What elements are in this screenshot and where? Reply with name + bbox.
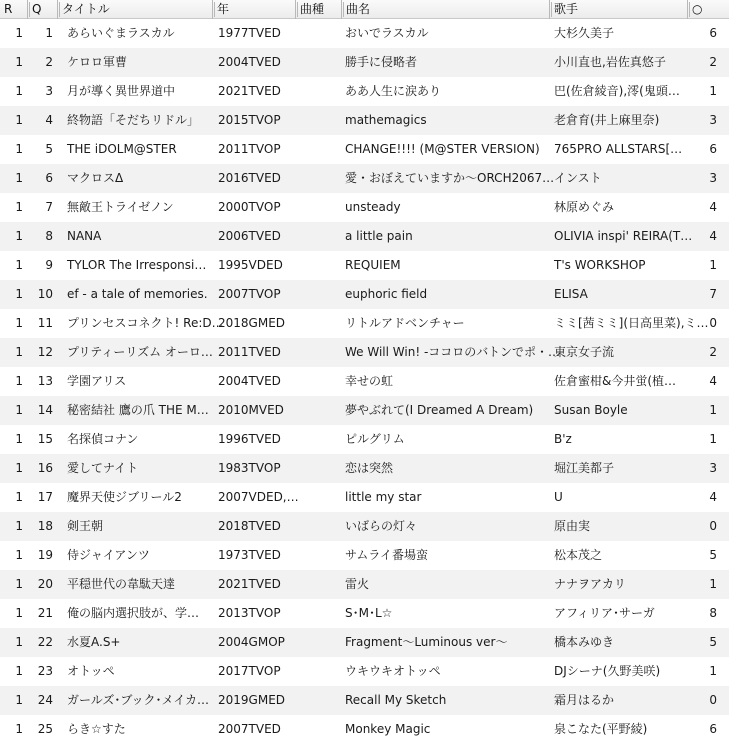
cell-genre bbox=[295, 657, 341, 686]
cell-title: NANA bbox=[67, 229, 102, 243]
cell-artist: 巴(佐倉綾音),澪(鬼頭… bbox=[554, 84, 680, 98]
cell-year: 1973TVED bbox=[218, 548, 281, 562]
cell-circle: 6 bbox=[709, 142, 717, 156]
table-row[interactable] bbox=[0, 251, 729, 280]
cell-genre bbox=[295, 599, 341, 628]
cell-year: 2007TVED bbox=[218, 722, 281, 736]
cell-year: 2021TVED bbox=[218, 577, 281, 591]
cell-q: 3 bbox=[45, 84, 53, 98]
cell-song: ピルグリム bbox=[345, 432, 405, 446]
cell-q: 15 bbox=[37, 432, 53, 446]
cell-q: 17 bbox=[37, 490, 53, 504]
cell-artist: ナナヲアカリ bbox=[554, 577, 626, 591]
cell-year: 2011TVOP bbox=[218, 142, 281, 156]
cell-year: 1996TVED bbox=[218, 432, 281, 446]
cell-year: 2010MVED bbox=[218, 403, 284, 417]
cell-title: TYLOR The Irresponsi… bbox=[67, 258, 207, 272]
cell-title: あらいぐまラスカル bbox=[67, 26, 175, 40]
column-header-q[interactable]: Q bbox=[27, 0, 57, 19]
cell-artist: 小川直也,岩佐真悠子 bbox=[554, 55, 666, 69]
cell-genre bbox=[295, 338, 341, 367]
cell-circle: 1 bbox=[709, 84, 717, 98]
cell-genre bbox=[295, 77, 341, 106]
cell-year: 2004TVED bbox=[218, 55, 281, 69]
column-header-title[interactable]: タイトル bbox=[57, 0, 212, 19]
cell-q: 21 bbox=[37, 606, 53, 620]
cell-song: REQUIEM bbox=[345, 258, 401, 272]
table-row[interactable] bbox=[0, 715, 729, 744]
cell-genre bbox=[295, 425, 341, 454]
cell-artist: 佐倉蜜柑&今井蛍(植… bbox=[554, 374, 677, 388]
table-row[interactable] bbox=[0, 367, 729, 396]
cell-year: 2018TVED bbox=[218, 519, 281, 533]
table-row[interactable] bbox=[0, 77, 729, 106]
cell-circle: 5 bbox=[709, 548, 717, 562]
cell-q: 23 bbox=[37, 664, 53, 678]
cell-r: 1 bbox=[15, 142, 23, 156]
table-row[interactable] bbox=[0, 628, 729, 657]
cell-q: 14 bbox=[37, 403, 53, 417]
cell-title: 月が導く異世界道中 bbox=[67, 84, 176, 98]
cell-artist: U bbox=[554, 490, 563, 504]
cell-title: 水夏A.S+ bbox=[67, 635, 121, 649]
table-row[interactable] bbox=[0, 570, 729, 599]
table-row[interactable] bbox=[0, 106, 729, 135]
cell-song: mathemagics bbox=[345, 113, 427, 127]
cell-genre bbox=[295, 570, 341, 599]
cell-r: 1 bbox=[15, 519, 23, 533]
column-header-row bbox=[0, 0, 729, 19]
cell-title: 俺の脳内選択肢が、学… bbox=[67, 606, 200, 620]
cell-circle: 4 bbox=[709, 200, 717, 214]
cell-title: らき☆すた bbox=[67, 722, 126, 736]
cell-year: 1983TVOP bbox=[218, 461, 281, 475]
cell-genre bbox=[295, 454, 341, 483]
cell-circle: 1 bbox=[709, 403, 717, 417]
cell-artist: 堀江美都子 bbox=[554, 461, 615, 475]
cell-r: 1 bbox=[15, 432, 23, 446]
cell-q: 24 bbox=[37, 693, 53, 707]
cell-r: 1 bbox=[15, 84, 23, 98]
cell-r: 1 bbox=[15, 200, 23, 214]
cell-year: 2021TVED bbox=[218, 84, 281, 98]
cell-artist: ミミ[茜ミミ](日高里菜),ミ… bbox=[554, 316, 709, 330]
cell-song: S･M･L☆ bbox=[345, 606, 393, 620]
cell-artist: 霜月はるか bbox=[554, 693, 615, 707]
table-row[interactable] bbox=[0, 280, 729, 309]
cell-genre bbox=[295, 309, 341, 338]
cell-q: 18 bbox=[37, 519, 53, 533]
table-body bbox=[0, 19, 729, 744]
cell-song: いばらの灯々 bbox=[345, 519, 418, 533]
cell-song: ウキウキオトッペ bbox=[345, 664, 441, 678]
cell-artist: OLIVIA inspi' REIRA(T… bbox=[554, 229, 693, 243]
cell-artist: T's WORKSHOP bbox=[554, 258, 646, 272]
cell-circle: 0 bbox=[709, 316, 717, 330]
cell-song: Monkey Magic bbox=[345, 722, 431, 736]
cell-circle: 1 bbox=[709, 432, 717, 446]
cell-genre bbox=[295, 541, 341, 570]
cell-circle: 0 bbox=[709, 519, 717, 533]
cell-r: 1 bbox=[15, 722, 23, 736]
cell-title: プリティーリズム オーロ… bbox=[67, 345, 213, 359]
cell-q: 7 bbox=[45, 200, 53, 214]
cell-song: サムライ番場蛮 bbox=[345, 548, 429, 562]
cell-circle: 0 bbox=[709, 693, 717, 707]
table-row[interactable] bbox=[0, 135, 729, 164]
cell-artist: 老倉育(井上麻里奈) bbox=[554, 113, 660, 127]
cell-q: 4 bbox=[45, 113, 53, 127]
cell-song: euphoric field bbox=[345, 287, 428, 301]
cell-year: 2011TVED bbox=[218, 345, 281, 359]
cell-genre bbox=[295, 164, 341, 193]
cell-artist: 原由実 bbox=[554, 519, 591, 533]
cell-year: 2007TVOP bbox=[218, 287, 281, 301]
cell-song: 夢やぶれて(I Dreamed A Dream) bbox=[345, 403, 534, 417]
cell-r: 1 bbox=[15, 345, 23, 359]
cell-title: ef - a tale of memories. bbox=[67, 287, 208, 301]
cell-title: 侍ジャイアンツ bbox=[67, 548, 150, 562]
table-row[interactable] bbox=[0, 425, 729, 454]
cell-r: 1 bbox=[15, 548, 23, 562]
cell-title: 終物語「そだちリドル」 bbox=[67, 113, 200, 127]
cell-circle: 3 bbox=[709, 113, 717, 127]
cell-title: プリンセスコネクト! Re:D… bbox=[67, 316, 224, 330]
cell-song: ああ人生に涙あり bbox=[345, 84, 442, 98]
cell-circle: 3 bbox=[709, 461, 717, 475]
cell-r: 1 bbox=[15, 635, 23, 649]
cell-year: 2015TVOP bbox=[218, 113, 281, 127]
cell-r: 1 bbox=[15, 55, 23, 69]
cell-song: リトルアドベンチャー bbox=[345, 316, 465, 330]
cell-r: 1 bbox=[15, 606, 23, 620]
table-row[interactable] bbox=[0, 512, 729, 541]
table-row[interactable] bbox=[0, 599, 729, 628]
table-row[interactable] bbox=[0, 454, 729, 483]
cell-r: 1 bbox=[15, 113, 23, 127]
table-row[interactable] bbox=[0, 396, 729, 425]
column-header-r[interactable]: R bbox=[4, 2, 13, 16]
cell-artist: 東京女子流 bbox=[554, 345, 615, 359]
cell-genre bbox=[295, 396, 341, 425]
cell-genre bbox=[295, 19, 341, 48]
cell-genre bbox=[295, 222, 341, 251]
cell-year: 2004GMOP bbox=[218, 635, 285, 649]
cell-circle: 6 bbox=[709, 26, 717, 40]
cell-year: 2013TVOP bbox=[218, 606, 281, 620]
cell-circle: 1 bbox=[709, 664, 717, 678]
cell-title: ケロロ軍曹 bbox=[67, 55, 128, 69]
cell-year: 1977TVED bbox=[218, 26, 281, 40]
column-header-artist[interactable]: 歌手 bbox=[549, 0, 687, 19]
cell-circle: 2 bbox=[709, 55, 717, 69]
cell-r: 1 bbox=[15, 403, 23, 417]
cell-title: 秘密結社 鷹の爪 THE M… bbox=[67, 403, 209, 417]
cell-r: 1 bbox=[15, 664, 23, 678]
cell-artist: 大杉久美子 bbox=[554, 26, 615, 40]
cell-artist: Susan Boyle bbox=[554, 403, 628, 417]
cell-artist: ELISA bbox=[554, 287, 588, 301]
cell-r: 1 bbox=[15, 374, 23, 388]
cell-artist: 泉こなた(平野綾) bbox=[554, 722, 648, 736]
cell-circle: 7 bbox=[709, 287, 717, 301]
cell-r: 1 bbox=[15, 171, 23, 185]
cell-year: 2006TVED bbox=[218, 229, 281, 243]
cell-circle: 1 bbox=[709, 258, 717, 272]
cell-circle: 2 bbox=[709, 345, 717, 359]
cell-artist: 765PRO ALLSTARS[… bbox=[554, 142, 683, 156]
cell-artist: 林原めぐみ bbox=[554, 200, 615, 214]
cell-q: 5 bbox=[45, 142, 53, 156]
cell-title: マクロスΔ bbox=[67, 171, 124, 185]
cell-r: 1 bbox=[15, 287, 23, 301]
cell-q: 22 bbox=[37, 635, 53, 649]
cell-circle: 4 bbox=[709, 490, 717, 504]
cell-r: 1 bbox=[15, 229, 23, 243]
cell-genre bbox=[295, 280, 341, 309]
cell-year: 2000TVOP bbox=[218, 200, 281, 214]
cell-year: 2004TVED bbox=[218, 374, 281, 388]
cell-artist: アフィリア･サーガ bbox=[554, 606, 655, 620]
table-row[interactable] bbox=[0, 483, 729, 512]
cell-artist: 松本茂之 bbox=[554, 548, 603, 562]
cell-song: CHANGE!!!! (M@STER VERSION) bbox=[345, 142, 540, 156]
cell-q: 19 bbox=[37, 548, 53, 562]
cell-artist: インスト bbox=[554, 171, 602, 185]
cell-song: little my star bbox=[345, 490, 422, 504]
cell-song: We Will Win! -ココロのバトンでポ・… bbox=[345, 345, 561, 359]
cell-genre bbox=[295, 367, 341, 396]
cell-q: 10 bbox=[37, 287, 53, 301]
table-row[interactable] bbox=[0, 686, 729, 715]
cell-genre bbox=[295, 686, 341, 715]
cell-genre bbox=[295, 106, 341, 135]
cell-title: オトッペ bbox=[67, 664, 115, 678]
cell-q: 12 bbox=[37, 345, 53, 359]
cell-year: 2007VDED,… bbox=[218, 490, 299, 504]
cell-q: 6 bbox=[45, 171, 53, 185]
table-row[interactable] bbox=[0, 222, 729, 251]
cell-circle: 5 bbox=[709, 635, 717, 649]
cell-genre bbox=[295, 483, 341, 512]
cell-r: 1 bbox=[15, 577, 23, 591]
column-header-circle[interactable]: ○ bbox=[687, 0, 729, 19]
cell-song: Recall My Sketch bbox=[345, 693, 447, 707]
cell-q: 25 bbox=[37, 722, 53, 736]
cell-year: 2018GMED bbox=[218, 316, 286, 330]
cell-year: 2019GMED bbox=[218, 693, 286, 707]
cell-q: 16 bbox=[37, 461, 53, 475]
cell-genre bbox=[295, 135, 341, 164]
cell-r: 1 bbox=[15, 26, 23, 40]
column-header-genre[interactable]: 曲種 bbox=[295, 0, 341, 19]
cell-genre bbox=[295, 628, 341, 657]
cell-q: 13 bbox=[37, 374, 53, 388]
cell-title: THE iDOLM@STER bbox=[67, 142, 177, 156]
table-row[interactable] bbox=[0, 193, 729, 222]
table-row[interactable] bbox=[0, 309, 729, 338]
table-row[interactable] bbox=[0, 657, 729, 686]
cell-circle: 8 bbox=[709, 606, 717, 620]
cell-song: 幸せの虹 bbox=[345, 374, 394, 388]
cell-q: 20 bbox=[37, 577, 53, 591]
column-header-year[interactable]: 年 bbox=[212, 0, 295, 19]
cell-song: unsteady bbox=[345, 200, 401, 214]
cell-title: 名探偵コナン bbox=[67, 432, 139, 446]
cell-genre bbox=[295, 512, 341, 541]
cell-genre bbox=[295, 48, 341, 77]
cell-song: おいでラスカル bbox=[345, 26, 429, 40]
cell-song: a little pain bbox=[345, 229, 413, 243]
cell-song: 勝手に侵略者 bbox=[345, 55, 418, 69]
table-row[interactable] bbox=[0, 541, 729, 570]
cell-q: 11 bbox=[37, 316, 53, 330]
cell-year: 1995VDED bbox=[218, 258, 283, 272]
cell-q: 2 bbox=[45, 55, 53, 69]
cell-genre bbox=[295, 251, 341, 280]
column-header-song[interactable]: 曲名 bbox=[341, 0, 549, 19]
cell-r: 1 bbox=[15, 258, 23, 272]
cell-title: ガールズ･ブック･メイカ… bbox=[67, 693, 209, 707]
cell-r: 1 bbox=[15, 316, 23, 330]
cell-r: 1 bbox=[15, 490, 23, 504]
cell-genre bbox=[295, 715, 341, 744]
cell-year: 2016TVED bbox=[218, 171, 281, 185]
cell-title: 平穏世代の韋駄天達 bbox=[67, 577, 176, 591]
cell-title: 無敵王トライゼノン bbox=[67, 200, 174, 214]
cell-artist: 橋本みゆき bbox=[554, 635, 615, 649]
cell-r: 1 bbox=[15, 461, 23, 475]
cell-r: 1 bbox=[15, 693, 23, 707]
cell-artist: DJシーナ(久野美咲) bbox=[554, 664, 661, 678]
cell-q: 9 bbox=[45, 258, 53, 272]
cell-title: 魔界天使ジブリール2 bbox=[67, 490, 182, 504]
cell-song: 雷火 bbox=[345, 577, 370, 591]
cell-song: 恋は突然 bbox=[345, 461, 394, 475]
cell-title: 剣王朝 bbox=[67, 519, 104, 533]
cell-title: 愛してナイト bbox=[67, 461, 139, 475]
cell-song: Fragment～Luminous ver～ bbox=[345, 635, 508, 649]
table-row[interactable] bbox=[0, 19, 729, 48]
cell-artist: B'z bbox=[554, 432, 572, 446]
cell-circle: 4 bbox=[709, 374, 717, 388]
cell-circle: 6 bbox=[709, 722, 717, 736]
cell-circle: 1 bbox=[709, 577, 717, 591]
cell-circle: 3 bbox=[709, 171, 717, 185]
cell-year: 2017TVOP bbox=[218, 664, 281, 678]
cell-q: 8 bbox=[45, 229, 53, 243]
cell-song: 愛・おぼえていますか～ORCH2067… bbox=[345, 171, 555, 185]
cell-title: 学園アリス bbox=[67, 374, 127, 388]
cell-circle: 4 bbox=[709, 229, 717, 243]
cell-q: 1 bbox=[45, 26, 53, 40]
table-row[interactable] bbox=[0, 48, 729, 77]
table-row[interactable] bbox=[0, 338, 729, 367]
table-row[interactable] bbox=[0, 164, 729, 193]
cell-genre bbox=[295, 193, 341, 222]
